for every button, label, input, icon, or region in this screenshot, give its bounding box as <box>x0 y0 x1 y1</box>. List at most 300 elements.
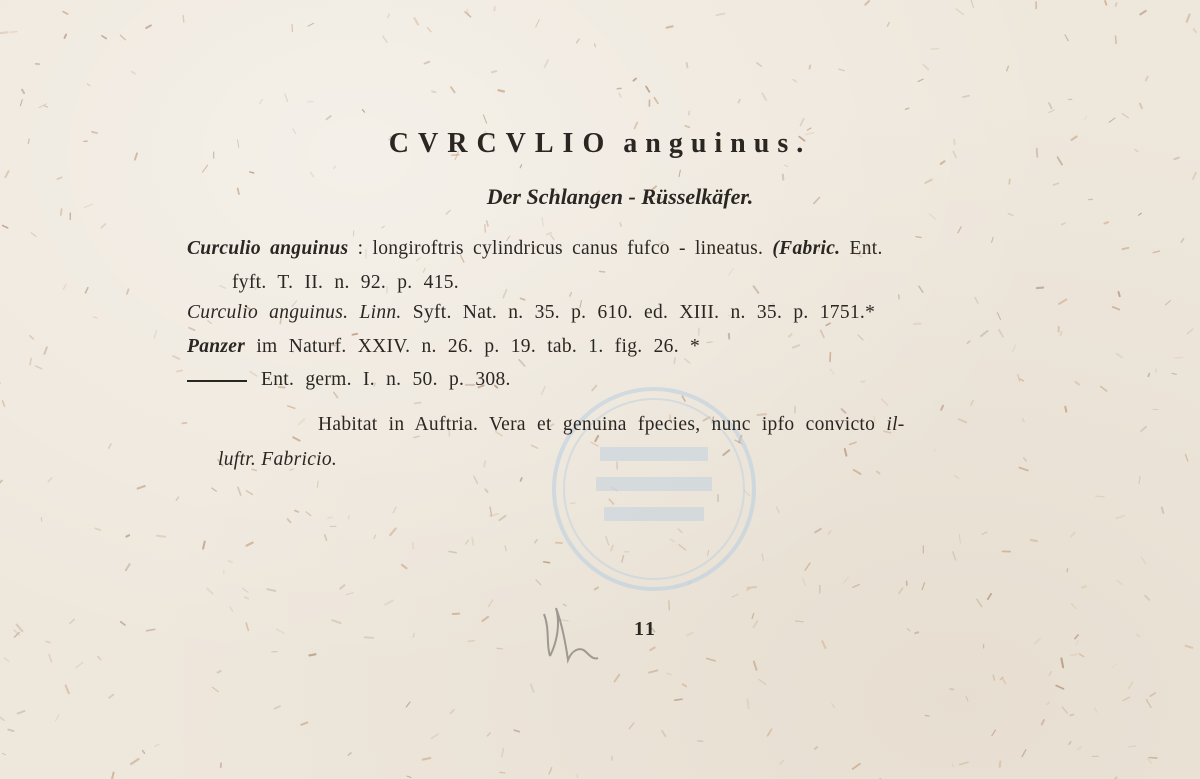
paper-fiber <box>1020 379 1023 381</box>
paper-fiber <box>317 481 318 487</box>
entry-name: Curculio anguinus <box>187 238 349 259</box>
paper-fiber <box>1061 658 1063 667</box>
paper-fiber <box>18 711 25 714</box>
paper-fiber <box>629 723 634 729</box>
paper-fiber <box>729 334 730 339</box>
paper-fiber <box>485 225 486 232</box>
paper-fiber <box>858 335 863 340</box>
paper-fiber <box>1162 508 1164 513</box>
paper-fiber <box>542 387 546 395</box>
paper-fiber <box>959 534 960 543</box>
paper-fiber <box>1140 11 1145 15</box>
paper-fiber <box>385 601 393 605</box>
paper-fiber <box>1147 700 1151 708</box>
paper-fiber <box>0 717 4 720</box>
paper-fiber <box>654 98 658 104</box>
paper-fiber <box>759 679 766 684</box>
paper-fiber <box>390 529 396 536</box>
paper-fiber <box>1172 373 1176 374</box>
paper-fiber <box>176 497 178 500</box>
paper-fiber <box>1042 720 1044 725</box>
paper-fiber <box>674 358 675 363</box>
entry-text: : longiroftris cylindricus canus fufco - lineatus. <box>357 238 764 259</box>
paper-fiber <box>311 173 314 177</box>
paper-fiber <box>484 461 485 466</box>
paper-fiber <box>112 773 114 779</box>
paper-fiber <box>1023 419 1024 422</box>
paper-fiber <box>213 687 219 691</box>
paper-fiber <box>1194 29 1196 32</box>
paper-fiber <box>669 601 670 610</box>
paper-fiber <box>830 369 834 374</box>
paper-fiber <box>634 79 636 81</box>
paper-fiber <box>48 478 51 481</box>
paper-fiber <box>675 699 682 700</box>
paper-fiber <box>1153 251 1159 253</box>
paper-fiber <box>212 488 217 491</box>
paper-fiber <box>63 12 68 14</box>
paper-fiber <box>789 334 792 336</box>
paper-fiber <box>1140 104 1142 108</box>
entry-text: Ent. germ. I. n. 50. p. 308. <box>261 369 511 390</box>
paper-fiber <box>1116 3 1117 6</box>
paper-fiber <box>1013 345 1016 351</box>
paper-fiber <box>953 552 956 560</box>
paper-fiber <box>349 516 350 519</box>
paper-fiber <box>121 622 125 625</box>
paper-fiber <box>413 633 414 637</box>
paper-fiber <box>907 629 910 631</box>
paper-fiber <box>729 268 734 275</box>
paper-fiber <box>1116 516 1124 518</box>
paper-fiber <box>963 96 969 97</box>
paper-fiber <box>425 62 430 64</box>
paper-fiber <box>20 100 22 106</box>
paper-fiber <box>850 442 857 444</box>
paper-fiber <box>0 481 2 484</box>
paper-fiber <box>531 684 534 692</box>
paper-fiber <box>577 39 579 42</box>
paper-fiber <box>308 102 313 103</box>
paper-fiber <box>888 23 890 27</box>
paper-fiber <box>1105 1 1106 5</box>
paper-fiber <box>865 1 869 5</box>
paper-fiber <box>959 419 967 422</box>
title-species: anguinus. <box>623 128 812 159</box>
paper-fiber <box>810 66 811 69</box>
habitat-line-1 <box>318 414 905 436</box>
paper-fiber <box>1150 693 1155 696</box>
paper-fiber <box>815 747 817 749</box>
paper-fiber <box>57 177 61 179</box>
paper-fiber <box>536 580 541 585</box>
paper-fiber <box>748 699 749 708</box>
paper-fiber <box>982 532 987 534</box>
paper-fiber <box>997 313 1000 320</box>
paper-fiber <box>1075 635 1078 639</box>
paper-fiber <box>30 359 31 365</box>
paper-fiber <box>600 271 605 272</box>
paper-fiber <box>127 289 129 294</box>
paper-fiber <box>468 641 474 642</box>
paper-fiber <box>1031 540 1037 541</box>
habitat-italic: il- <box>886 414 905 435</box>
paper-fiber <box>1082 586 1086 587</box>
paper-fiber <box>306 512 311 516</box>
paper-fiber <box>595 44 596 47</box>
paper-fiber <box>960 762 968 764</box>
paper-fiber <box>1020 468 1028 471</box>
paper-fiber <box>492 71 496 72</box>
paper-fiber <box>988 594 991 599</box>
paper-fiber <box>499 516 505 520</box>
paper-fiber <box>899 588 903 593</box>
ditto-dash <box>187 380 247 382</box>
paper-fiber <box>301 723 307 725</box>
paper-fiber <box>754 286 759 293</box>
paper-fiber <box>1187 15 1190 22</box>
paper-fiber <box>1139 213 1142 215</box>
paper-fiber <box>334 393 338 398</box>
paper-fiber <box>87 84 90 86</box>
paper-fiber <box>143 751 145 754</box>
paper-fiber <box>138 486 145 488</box>
paper-fiber <box>30 336 33 339</box>
paper-fiber <box>1085 116 1087 120</box>
paper-fiber <box>1139 476 1140 483</box>
paper-fiber <box>488 600 492 607</box>
paper-fiber <box>267 589 275 591</box>
paper-fiber <box>803 578 806 586</box>
paper-fiber <box>968 341 970 343</box>
paper-fiber <box>1024 458 1026 461</box>
paper-fiber <box>1094 708 1097 713</box>
paper-fiber <box>1056 686 1063 689</box>
paper-fiber <box>1129 682 1133 688</box>
entry-line-4 <box>187 336 700 358</box>
paper-fiber <box>1069 742 1071 745</box>
paper-fiber <box>780 761 783 765</box>
paper-fiber <box>1018 375 1020 381</box>
paper-fiber <box>406 702 410 707</box>
paper-fiber <box>132 72 135 74</box>
paper-fiber <box>1079 654 1083 657</box>
paper-fiber <box>1022 750 1026 757</box>
paper-fiber <box>177 370 182 371</box>
paper-fiber <box>542 218 543 226</box>
paper-fiber <box>683 684 686 686</box>
paper-fiber <box>230 607 232 611</box>
entry-ref-tail: Ent. <box>849 238 883 259</box>
habitat-tail: Fabricio. <box>261 449 338 470</box>
paper-fiber <box>615 675 620 682</box>
paper-fiber <box>679 170 680 177</box>
paper-fiber <box>383 36 387 42</box>
paper-fiber <box>1149 758 1157 759</box>
paper-fiber <box>801 119 804 126</box>
paper-fiber <box>1117 354 1122 358</box>
paper-fiber <box>63 285 66 289</box>
paper-fiber <box>1116 36 1117 43</box>
paper-fiber <box>497 648 502 649</box>
paper-fiber <box>762 94 766 100</box>
paper-fiber <box>783 175 784 180</box>
paper-fiber <box>65 35 66 38</box>
paper-fiber <box>449 552 456 553</box>
page-number: 11 <box>634 618 657 640</box>
entry-line-3 <box>187 302 875 324</box>
paper-fiber <box>332 620 340 623</box>
paper-fiber <box>482 617 488 621</box>
paper-fiber <box>1049 110 1054 113</box>
paper-fiber <box>784 165 788 167</box>
paper-fiber <box>829 531 831 534</box>
entry-line-5 <box>187 369 511 391</box>
paper-fiber <box>1122 114 1128 118</box>
paper-fiber <box>520 165 521 168</box>
paper-fiber <box>1096 496 1105 497</box>
paper-fiber <box>1193 173 1196 179</box>
paper-fiber <box>1136 635 1139 636</box>
paper-fiber <box>1148 758 1152 763</box>
paper-fiber <box>1065 407 1066 412</box>
paper-fiber <box>382 226 385 228</box>
page-title <box>0 128 1200 160</box>
entry-name: Panzer <box>187 336 246 357</box>
paper-fiber <box>822 641 825 648</box>
paper-fiber <box>521 478 522 481</box>
paper-fiber <box>295 511 298 512</box>
paper-fiber <box>650 648 654 651</box>
paper-fiber <box>925 180 931 183</box>
paper-fiber <box>203 165 208 172</box>
paper-fiber <box>971 401 973 405</box>
entry-line-1 <box>187 238 883 260</box>
paper-fiber <box>687 633 693 636</box>
paper-fiber <box>415 403 421 404</box>
paper-fiber <box>499 90 504 91</box>
paper-fiber <box>183 16 184 22</box>
paper-fiber <box>620 223 621 226</box>
paper-fiber <box>1123 697 1130 700</box>
paper-fiber <box>958 227 961 233</box>
paper-fiber <box>1059 300 1067 304</box>
paper-fiber <box>1185 454 1187 461</box>
paper-fiber <box>3 753 6 755</box>
paper-fiber <box>916 237 921 238</box>
paper-fiber <box>685 359 690 363</box>
paper-fiber <box>832 704 835 708</box>
paper-fiber <box>505 546 506 551</box>
paper-fiber <box>101 224 105 228</box>
paper-fiber <box>1186 646 1193 648</box>
paper-fiber <box>853 585 859 588</box>
paper-fiber <box>950 689 953 690</box>
paper-fiber <box>95 528 100 530</box>
paper-fiber <box>1078 747 1082 749</box>
paper-fiber <box>1166 301 1171 305</box>
habitat-text: Habitat in Auftria. Vera et genuina fpecies, nunc ipfo convicto <box>318 414 876 435</box>
paper-fiber <box>44 347 47 354</box>
entry-text: im Naturf. XXIV. n. 26. p. 19. tab. 1. fig. 26. * <box>256 336 701 357</box>
paper-fiber <box>919 286 923 292</box>
paper-fiber <box>793 345 800 347</box>
paper-fiber <box>738 100 740 103</box>
paper-fiber <box>752 614 754 619</box>
paper-fiber <box>246 623 248 630</box>
paper-fiber <box>93 317 97 318</box>
paper-fiber <box>521 298 525 299</box>
paper-fiber <box>374 535 376 539</box>
entry-text: Syft. Nat. n. 35. p. 610. ed. XIII. n. 35. p. 1751.* <box>412 302 876 323</box>
paper-fiber <box>203 542 205 549</box>
paper-fiber <box>1037 288 1043 289</box>
paper-fiber <box>488 733 491 736</box>
paper-fiber <box>483 115 486 123</box>
paper-fiber <box>815 529 821 533</box>
paper-fiber <box>971 0 973 7</box>
paper-fiber <box>189 328 195 330</box>
paper-fiber <box>768 729 772 735</box>
paper-fiber <box>821 331 824 338</box>
paper-fiber <box>250 172 254 173</box>
paper-fiber <box>102 36 106 39</box>
paper-fiber <box>854 470 861 474</box>
paper-fiber <box>1109 118 1115 122</box>
paper-fiber <box>41 518 42 521</box>
paper-fiber <box>941 161 945 164</box>
paper-fiber <box>549 768 552 774</box>
habitat-italic: luftr. <box>218 449 257 470</box>
title-genus: CVRCVLIO <box>388 128 614 159</box>
paper-fiber <box>707 342 712 343</box>
paper-fiber <box>999 330 1003 337</box>
paper-fiber <box>853 764 860 769</box>
paper-fiber <box>1072 604 1076 609</box>
paper-fiber <box>218 671 221 673</box>
paper-fiber <box>1112 664 1117 668</box>
paper-fiber <box>413 543 414 549</box>
paper-fiber <box>918 79 923 81</box>
paper-fiber <box>474 476 478 483</box>
paper-fiber <box>1071 533 1075 537</box>
paper-fiber <box>490 507 491 516</box>
paper-fiber <box>954 476 958 479</box>
paper-fiber <box>485 489 487 492</box>
paper-fiber <box>1000 762 1001 767</box>
habitat-line-2 <box>218 449 337 471</box>
paper-fiber <box>1129 746 1136 747</box>
paper-fiber <box>519 360 524 366</box>
paper-fiber <box>1008 214 1013 216</box>
paper-fiber <box>906 108 909 109</box>
paper-fiber <box>1003 678 1006 683</box>
paper-fiber <box>431 734 438 738</box>
paper-fiber <box>649 670 657 672</box>
paper-fiber <box>1148 373 1149 376</box>
paper-fiber <box>126 535 129 536</box>
paper-fiber <box>839 69 844 70</box>
paper-fiber <box>1047 702 1050 704</box>
paper-fiber <box>1034 639 1040 644</box>
paper-fiber <box>346 593 353 595</box>
paper-fiber <box>147 629 155 631</box>
paper-fiber <box>260 99 263 103</box>
entry-line-2 <box>232 272 459 294</box>
paper-fiber <box>805 563 810 570</box>
paper-fiber <box>325 535 327 540</box>
paper-fiber <box>402 565 407 568</box>
paper-fiber <box>245 597 248 598</box>
paper-fiber <box>238 487 241 495</box>
paper-fiber <box>353 334 358 335</box>
paper-fiber <box>1007 66 1009 71</box>
paper-fiber <box>49 655 51 662</box>
paper-fiber <box>1049 672 1051 675</box>
paper-fiber <box>667 673 671 675</box>
paper-fiber <box>126 564 130 570</box>
paper-fiber <box>309 654 315 655</box>
paper-fiber <box>844 577 849 583</box>
paper-fiber <box>131 759 138 764</box>
paper-fiber <box>1141 557 1145 564</box>
paper-fiber <box>393 507 396 513</box>
paper-fiber <box>646 87 649 92</box>
paper-fiber <box>1113 307 1119 310</box>
paper-fiber <box>451 87 455 92</box>
paper-fiber <box>428 28 432 32</box>
paper-fiber <box>220 286 226 289</box>
paper-fiber <box>109 444 111 448</box>
paper-fiber <box>570 293 572 296</box>
paper-fiber <box>288 406 295 408</box>
paper-fiber <box>288 519 291 522</box>
paper-fiber <box>363 110 365 113</box>
paper-fiber <box>941 406 943 410</box>
paper-fiber <box>545 60 549 67</box>
paper-fiber <box>877 471 880 473</box>
paper-fiber <box>514 730 519 732</box>
paper-fiber <box>952 764 953 767</box>
paper-fiber <box>992 730 996 736</box>
paper-fiber <box>966 696 968 701</box>
paper-fiber <box>1070 715 1073 716</box>
paper-fiber <box>154 331 156 339</box>
paper-fiber <box>707 658 716 661</box>
page-subtitle: Der Schlangen - Rüsselkäfer. <box>486 184 754 209</box>
paper-fiber <box>243 588 249 592</box>
paper-fiber <box>365 637 374 638</box>
paper-fiber <box>1076 640 1079 644</box>
entry-ref-author: (Fabric. <box>772 238 841 259</box>
paper-fiber <box>1071 654 1077 655</box>
paper-fiber <box>1145 596 1149 600</box>
paper-fiber <box>155 744 159 746</box>
paper-fiber <box>667 26 673 27</box>
entry-name: Curculio anguinus. <box>187 302 349 323</box>
paper-fiber <box>981 331 987 336</box>
paper-fiber <box>502 749 504 757</box>
paper-fiber <box>776 507 779 513</box>
paper-fiber <box>44 106 47 107</box>
paper-fiber <box>207 588 212 593</box>
paper-fiber <box>407 776 411 777</box>
paper-fiber <box>76 663 83 668</box>
paper-fiber <box>423 758 430 760</box>
paper-fiber <box>446 211 450 215</box>
paper-fiber <box>70 619 74 623</box>
paper-fiber <box>1065 35 1068 41</box>
